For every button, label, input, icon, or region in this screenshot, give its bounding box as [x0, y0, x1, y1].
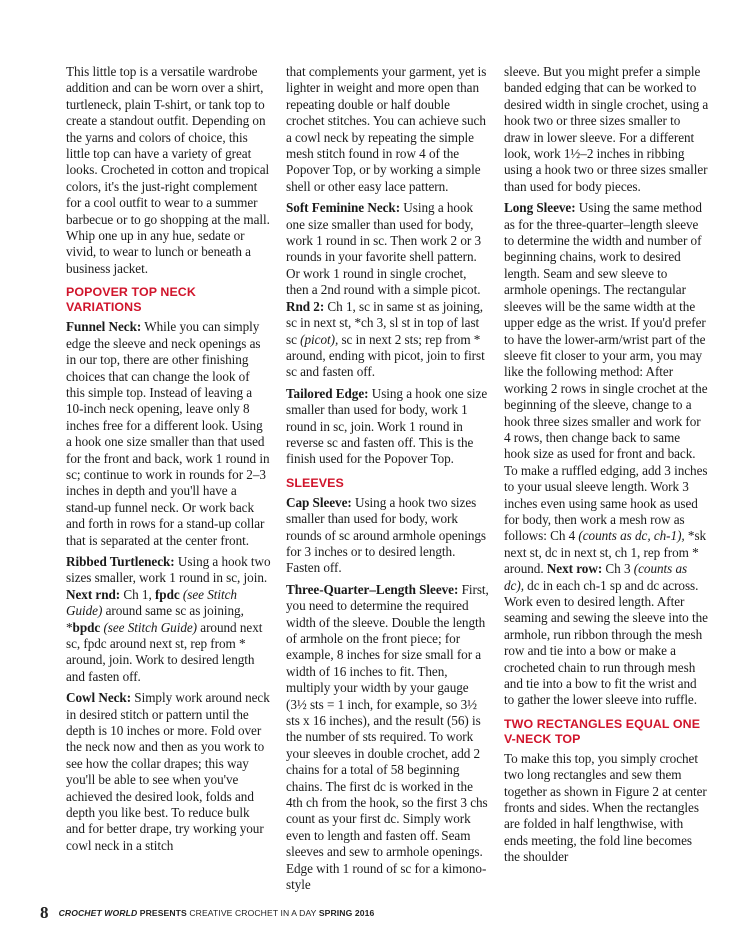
soft-text-2: Ch 1, sc in same st as joining, sc in next st, *ch 3, sl st in top of last sc: [286, 298, 484, 347]
page-footer: [40, 903, 374, 923]
long-next-row: Next row:: [546, 561, 603, 577]
three-quarter-sleeve-lead: Three-Quarter–Length Sleeve:: [286, 581, 459, 597]
soft-feminine-lead: Soft Feminine Neck:: [286, 200, 401, 216]
funnel-neck-paragraph: [66, 319, 271, 549]
ribbed-next-rnd: Next rnd:: [66, 586, 121, 602]
funnel-neck-lead: Funnel Neck:: [66, 319, 142, 335]
soft-text-1: Using a hook one size smaller than used for body, work 1 round in sc. Then work 2 or 3 rounds in your favorite shell pattern. Or work 1 round in single crochet, then a 2nd round with a simple picot.: [286, 200, 482, 298]
section-heading-sleeves: SLEEVES: [286, 475, 344, 490]
cap-sleeve-text: Using a hook two sizes smaller than used for body, work rounds of sc around armhole openings for 3 inches or to desired length. Fasten off.: [286, 494, 486, 576]
magazine-name: CROCHET WORLD: [58, 908, 138, 918]
column-2: [286, 64, 491, 899]
sleeve-continued: sleeve. But you might prefer a simple banded edging that can be worked to desired width in single crochet, using a hook two or three sizes smaller to draw in lower sleeve. For a different look, work 1½–2 inches in ribbing using a hook two or three sizes smaller than used for body pieces.: [504, 64, 709, 194]
long-counts-dc: (counts as dc),: [504, 561, 688, 593]
section-heading-two-rectangles: TWO RECTANGLES EQUAL ONE V-NECK TOP: [504, 716, 701, 746]
funnel-neck-text: While you can simply edge the sleeve and neck openings as in our top, there are other finishing choices that can change the look of this simple top. Instead of leaving a 10-inch neck opening, leave only 8 inches free for a different look. Using a hook one size smaller than that used for the front and back, work 1 round in sc; continue to work in rounds for 2–3 inches in depth and you'll have a stand-up funnel neck. Or work back and forth in rows for a stand-up collar that is separated at the center front.: [66, 319, 270, 548]
long-sleeve-lead: Long Sleeve:: [504, 200, 576, 216]
cap-sleeve-paragraph: [286, 495, 491, 577]
cowl-neck-continued: that complements your garment, yet is lighter in weight and more open than repeating double or half double crochet stitches. You can achieve such a cowl neck by repeating the simple mesh stitch found in row 4 of the Popover Top, or by working a simple shell or other easy lace pattern.: [286, 64, 487, 194]
cowl-neck-lead: Cowl Neck:: [66, 690, 132, 706]
long-text-1: Using the same method as for the three-quarter–length sleeve to determine the width and number of beginning chains, work to desired length. Seam and sew sleeve to armhole openings. The rectangular sleeves will be the same width at the upper edge as the wrist. If you'd prefer to have the lower-arm/wrist part of the sleeve fit closer to your arm, you may like the following method: After working 2 rows in single crochet at the beginning of the sleeve, change to a hook three sizes smaller and work for 4 rows, then change back to same hook size as used for front and back. To make a ruffled edging, add 3 inches to your usual sleeve length. Work 3 inches even using same hook as used for body, then work a mesh row as follows: Ch 4: [504, 200, 708, 544]
column-1: [66, 64, 271, 859]
soft-picot: (picot),: [300, 331, 339, 347]
intro-paragraph: This little top is a versatile wardrobe addition and can be worn over a shirt, turtleneck, plain T-shirt, or tank top to create a standout outfit. Depending on the yarns and colors of choice, this little top can have a variety of great looks. Crocheted in cotton and tropical colors, it's the just-right complement for a cool outfit to wear to a summer barbecue or to go shopping at the mall. Whip one up in any hue, sedate or vivid, to wear to lunch or beneath a business jacket.: [66, 64, 270, 276]
long-text-2: *sk next st, dc in next st, ch 1, rep from * around.: [504, 528, 707, 577]
soft-text-3: sc in next 2 sts; rep from * around, ending with picot, join to first sc and fasten off.: [286, 331, 485, 380]
cowl-neck-paragraph: [66, 690, 271, 854]
ribbed-stitch-guide-2: (see Stitch Guide): [100, 619, 198, 635]
ribbed-text-1: Using a hook two sizes smaller, work 1 round in sc, join.: [66, 553, 271, 586]
ribbed-text-3: around same sc as joining, *: [66, 603, 244, 635]
column-3: [504, 64, 709, 871]
long-text-4: dc in each ch-1 sp and dc across. Work even to desired length. After seaming and sewing the sleeve into the armhole, run ribbon through the mesh row and tie into a bow or make a crocheted chain to run through mesh and tie into a bow to fit the wrist and to gather the lower sleeve into ruffle.: [504, 577, 708, 708]
three-quarter-sleeve-text: First, you need to determine the required width of the sleeve. Double the length of armhole on the front piece; for example, 8 inches for size small for a width of 16 inches to fit. Then, multiply your width by your gauge (3½ sts = 1 inch, for example, so 3½ sts x 16 inches), and the result (56) is the number of sts required. To work your sleeves in double crochet, add 2 chains for a total of 58 beginning chains. The first dc is worked in the 4th ch from the hook, so the first 3 chs count as your first dc. Simply work even to length and fasten off. Seam sleeves and sew to armhole openings. Edge with 1 round of sc for a kimono-style: [286, 581, 489, 893]
ribbed-bpdc: bpdc: [72, 619, 101, 635]
issue-date: SPRING 2016: [318, 908, 375, 918]
publication-title: CREATIVE CROCHET IN A DAY: [186, 908, 319, 918]
long-counts-dc-ch1: (counts as dc, ch-1),: [578, 528, 685, 544]
three-quarter-sleeve-paragraph: [286, 582, 491, 894]
ribbed-stitch-guide-1: (see Stitch Guide): [66, 586, 237, 619]
soft-feminine-neck-paragraph: [286, 200, 491, 380]
presents-label: PRESENTS: [137, 908, 187, 918]
cap-sleeve-lead: Cap Sleeve:: [286, 494, 352, 510]
page-number: 8: [40, 903, 49, 922]
two-rectangles-paragraph: To make this top, you simply crochet two long rectangles and sew them together as shown in Figure 2 at center fronts and sides. When the rectangles are folded in half lengthwise, with ends meeting, the fold line becomes the shoulder: [504, 750, 707, 865]
ribbed-turtleneck-paragraph: [66, 554, 271, 685]
ribbed-text-4: around next sc, fpdc around next st, rep from * around, join. Work to desired length and fasten off.: [66, 619, 263, 684]
ribbed-text-2: Ch 1,: [120, 586, 155, 602]
ribbed-fpdc: fpdc: [154, 586, 180, 602]
section-heading-neck-variations: POPOVER TOP NECK VARIATIONS: [66, 285, 196, 315]
cowl-neck-text: Simply work around neck in desired stitch or pattern until the depth is 10 inches or more. Fold over the neck now and then as you work to see how the collar drapes; this way you'll be able to see when you've achieved the desired look, folds and depth you like best. To reduce bulk and for better drape, try working your cowl neck in a stitch: [66, 690, 270, 853]
long-sleeve-paragraph: [504, 200, 709, 709]
tailored-edge-lead: Tailored Edge:: [286, 385, 369, 401]
long-text-3: Ch 3: [602, 561, 634, 577]
ribbed-turtleneck-lead: Ribbed Turtleneck:: [66, 553, 175, 569]
tailored-edge-text: Using a hook one size smaller than used for body, work 1 round in sc, join. Work 1 round in reverse sc and fasten off. This is the finish used for the Popover Top.: [286, 385, 488, 467]
tailored-edge-paragraph: [286, 386, 491, 468]
soft-rnd-2: Rnd 2:: [286, 298, 325, 314]
